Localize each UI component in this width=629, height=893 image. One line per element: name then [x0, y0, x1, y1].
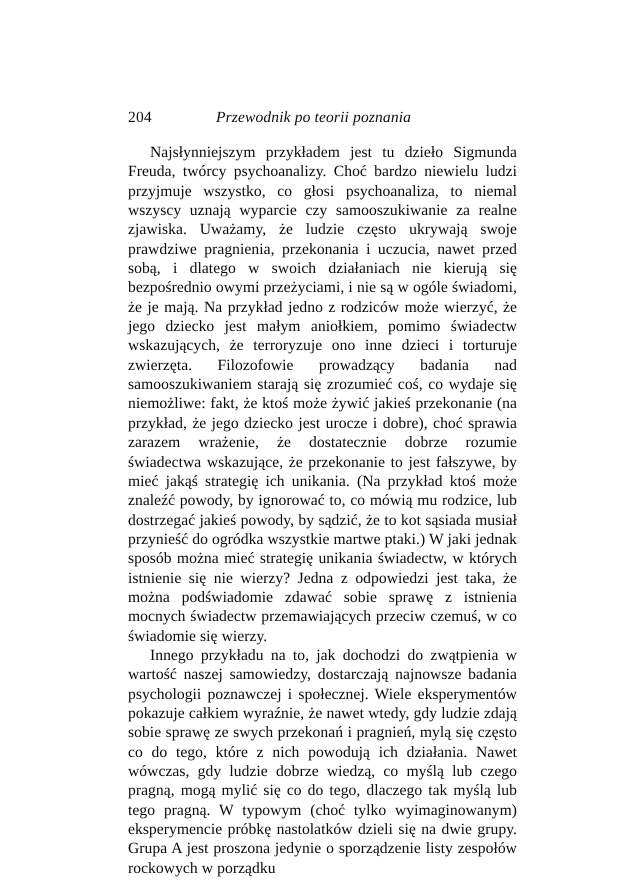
running-head: [128, 108, 517, 128]
text-column: [128, 143, 517, 878]
paragraph: Najsłynniejszym przykładem jest tu dzieło Sigmunda Freuda, twórcy psychoanalizy. Choć bardzo niewielu ludzi przyjmuje wszystko, co głosi psychoanaliza, to niemal wszyscy uznają wyparcie czy samooszukiwanie za realne zjawiska. Uważamy, że ludzie często ukrywają swoje prawdziwe pragnienia, przekonania i uczucia, nawet przed sobą, i dlatego w swoich działaniach nie kierują się bezpośrednio owymi przeżyciami, i nie są w ogóle świadomi, że je mają. Na przykład jedno z rodziców może wierzyć, że jego dziecko jest małym aniołkiem, pomimo świadectw wskazujących, że terroryzuje ono inne dzieci i torturuje zwierzęta. Filozofowie prowadzący badania nad samooszukiwaniem starają się zrozumieć coś, co wydaje się niemożliwe: fakt, że ktoś może żywić jakieś przekonanie (na przykład, że jego dziecko jest urocze i dobre), choć sprawia zarazem wrażenie, że dostatecznie dobrze rozumie świadectwa wskazujące, że przekonanie to jest fałszywe, by mieć jakąś strategię ich unikania. (Na przykład ktoś może znaleźć powody, by ignorować to, co mówią mu rodzice, lub dostrzegać jakieś powody, by sądzić, że to kot sąsiada musiał przynieść do ogródka wszystkie martwe ptaki.) W jaki jednak sposób można mieć strategię unikania świadectw, w których istnienie się nie wierzy? Jedna z odpowiedzi jest taka, że można podświadomie zdawać sobie sprawę z istnienia mocnych świadectw przemawiających przeciw czemuś, w co świadomie się wierzy.: [128, 144, 518, 645]
page-number: 204: [128, 109, 152, 126]
paragraph: Innego przykładu na to, jak dochodzi do zwątpienia w wartość naszej samowiedzy, dostarczają najnowsze badania psychologii poznawczej i społecznej. Wiele eksperymentów pokazuje całkiem wyraźnie, że nawet wtedy, gdy ludzie zdają sobie sprawę ze swych przekonań i pragnień, mylą się często co do tego, które z nich powodują ich działania. Nawet wówczas, gdy ludzie dobrze wiedzą, co myślą lub czego pragną, mogą mylić się co do tego, dlaczego tak myślą lub tego pragną. W typowym (choć tylko wyimaginowanym) eksperymencie próbkę nastolatków dzieli się na dwie grupy. Grupa A jest proszona jedynie o sporządzenie listy zespołów rockowych w porządku: [128, 646, 517, 877]
running-title: Przewodnik po teorii poznania: [216, 109, 412, 126]
